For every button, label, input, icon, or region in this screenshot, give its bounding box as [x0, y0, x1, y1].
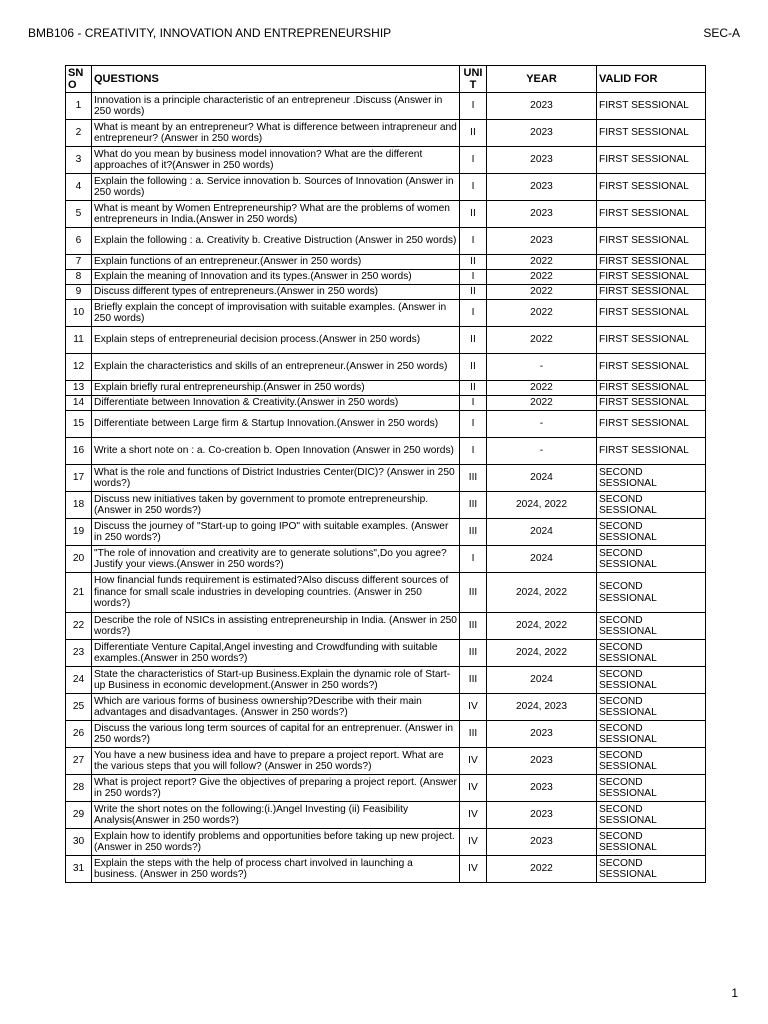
- question-cell: Explain the following : a. Creativity b. Creative Distruction (Answer in 250 words): [92, 228, 460, 255]
- year-cell: -: [487, 438, 597, 465]
- valid-for-cell: FIRST SESSIONAL: [597, 285, 706, 300]
- question-cell: Explain briefly rural entrepreneurship.(Answer in 250 words): [92, 381, 460, 396]
- valid-for-cell: FIRST SESSIONAL: [597, 270, 706, 285]
- sno-cell: 2: [66, 120, 92, 147]
- question-cell: How financial funds requirement is estimated?Also discuss different sources of finance for small scale industries in developing countries. (Answer in 250 words?): [92, 573, 460, 613]
- question-cell: Discuss different types of entrepreneurs.(Answer in 250 words): [92, 285, 460, 300]
- table-row: [66, 721, 706, 748]
- valid-for-cell: SECOND SESSIONAL: [597, 546, 706, 573]
- year-cell: 2023: [487, 802, 597, 829]
- unit-cell: I: [460, 546, 487, 573]
- question-cell: Discuss new initiatives taken by government to promote entrepreneurship. (Answer in 250 words?): [92, 492, 460, 519]
- question-cell: Which are various forms of business ownership?Describe with their main advantages and disadvantages. (Answer in 250 words?): [92, 694, 460, 721]
- valid-for-cell: SECOND SESSIONAL: [597, 465, 706, 492]
- year-cell: 2022: [487, 255, 597, 270]
- table-row: [66, 829, 706, 856]
- sno-cell: 3: [66, 147, 92, 174]
- year-cell: 2024, 2022: [487, 492, 597, 519]
- table-row: [66, 492, 706, 519]
- year-cell: 2022: [487, 856, 597, 883]
- table-row: [66, 694, 706, 721]
- year-cell: 2022: [487, 327, 597, 354]
- question-cell: What is meant by an entrepreneur? What is difference between intrapreneur and entrepreneur? (Answer in 250 words): [92, 120, 460, 147]
- year-cell: 2024: [487, 546, 597, 573]
- sno-cell: 16: [66, 438, 92, 465]
- sno-cell: 25: [66, 694, 92, 721]
- year-cell: 2024: [487, 465, 597, 492]
- question-cell: What is meant by Women Entrepreneurship? What are the problems of women entrepreneurs in India.(Answer in 250 words): [92, 201, 460, 228]
- question-cell: You have a new business idea and have to prepare a project report. What are the various steps that you will follow? (Answer in 250 words?): [92, 748, 460, 775]
- sno-cell: 30: [66, 829, 92, 856]
- table-row: [66, 381, 706, 396]
- year-cell: 2023: [487, 147, 597, 174]
- sno-cell: 14: [66, 396, 92, 411]
- column-header-sno: SN O: [66, 66, 92, 93]
- table-row: [66, 285, 706, 300]
- table-row: [66, 519, 706, 546]
- table-row: [66, 802, 706, 829]
- question-cell: Innovation is a principle characteristic of an entrepreneur .Discuss (Answer in 250 words): [92, 93, 460, 120]
- year-cell: 2022: [487, 270, 597, 285]
- year-cell: 2022: [487, 300, 597, 327]
- table-row: [66, 300, 706, 327]
- valid-for-cell: FIRST SESSIONAL: [597, 228, 706, 255]
- year-cell: 2023: [487, 829, 597, 856]
- question-cell: What is project report? Give the objectives of preparing a project report. (Answer in 250 words?): [92, 775, 460, 802]
- question-cell: What is the role and functions of District Industries Center(DIC)? (Answer in 250 words?): [92, 465, 460, 492]
- question-cell: Write a short note on : a. Co-creation b. Open Innovation (Answer in 250 words): [92, 438, 460, 465]
- year-cell: 2023: [487, 201, 597, 228]
- table-row: [66, 327, 706, 354]
- unit-cell: III: [460, 721, 487, 748]
- valid-for-cell: FIRST SESSIONAL: [597, 255, 706, 270]
- course-title: BMB106 - CREATIVITY, INNOVATION AND ENTREPRENEURSHIP: [28, 26, 392, 40]
- sno-cell: 13: [66, 381, 92, 396]
- year-cell: 2024: [487, 519, 597, 546]
- table-row: [66, 255, 706, 270]
- table-row: [66, 465, 706, 492]
- question-cell: Write the short notes on the following:(i.)Angel Investing (ii) Feasibility Analysis(Answer in 250 words?): [92, 802, 460, 829]
- unit-cell: II: [460, 255, 487, 270]
- sno-cell: 6: [66, 228, 92, 255]
- table-row: [66, 411, 706, 438]
- unit-cell: IV: [460, 775, 487, 802]
- question-cell: Differentiate between Innovation & Creativity.(Answer in 250 words): [92, 396, 460, 411]
- table-row: [66, 396, 706, 411]
- year-cell: 2023: [487, 93, 597, 120]
- question-cell: Differentiate Venture Capital,Angel investing and Crowdfunding with suitable examples.(Answer in 250 words?): [92, 640, 460, 667]
- table-row: [66, 546, 706, 573]
- sno-cell: 23: [66, 640, 92, 667]
- valid-for-cell: FIRST SESSIONAL: [597, 174, 706, 201]
- year-cell: 2022: [487, 396, 597, 411]
- table-row: [66, 573, 706, 613]
- table-row: [66, 270, 706, 285]
- question-cell: "The role of innovation and creativity are to generate solutions",Do you agree?Justify your views.(Answer in 250 words?): [92, 546, 460, 573]
- sno-cell: 26: [66, 721, 92, 748]
- sno-cell: 28: [66, 775, 92, 802]
- sno-cell: 31: [66, 856, 92, 883]
- unit-cell: III: [460, 613, 487, 640]
- sno-cell: 17: [66, 465, 92, 492]
- valid-for-cell: FIRST SESSIONAL: [597, 411, 706, 438]
- unit-cell: IV: [460, 856, 487, 883]
- unit-cell: I: [460, 396, 487, 411]
- sno-cell: 12: [66, 354, 92, 381]
- question-cell: Explain how to identify problems and opportunities before taking up new project.(Answer in 250 words?): [92, 829, 460, 856]
- table-row: [66, 228, 706, 255]
- sno-cell: 4: [66, 174, 92, 201]
- year-cell: -: [487, 354, 597, 381]
- year-cell: 2024, 2022: [487, 573, 597, 613]
- valid-for-cell: SECOND SESSIONAL: [597, 721, 706, 748]
- year-cell: -: [487, 411, 597, 438]
- questions-table: [65, 65, 706, 883]
- year-cell: 2023: [487, 748, 597, 775]
- table-row: [66, 856, 706, 883]
- unit-cell: III: [460, 573, 487, 613]
- year-cell: 2023: [487, 775, 597, 802]
- valid-for-cell: SECOND SESSIONAL: [597, 694, 706, 721]
- valid-for-cell: SECOND SESSIONAL: [597, 775, 706, 802]
- valid-for-cell: FIRST SESSIONAL: [597, 396, 706, 411]
- valid-for-cell: SECOND SESSIONAL: [597, 640, 706, 667]
- valid-for-cell: SECOND SESSIONAL: [597, 519, 706, 546]
- unit-cell: II: [460, 285, 487, 300]
- valid-for-cell: FIRST SESSIONAL: [597, 327, 706, 354]
- table-body: [66, 93, 706, 883]
- valid-for-cell: FIRST SESSIONAL: [597, 147, 706, 174]
- question-cell: Explain functions of an entrepreneur.(Answer in 250 words): [92, 255, 460, 270]
- table-header-row: [66, 66, 706, 93]
- question-cell: Discuss the journey of "Start-up to going IPO" with suitable examples. (Answer in 250 words?): [92, 519, 460, 546]
- column-header-unit: UNI T: [460, 66, 487, 93]
- question-cell: Differentiate between Large firm & Startup Innovation.(Answer in 250 words): [92, 411, 460, 438]
- sno-cell: 20: [66, 546, 92, 573]
- unit-cell: II: [460, 327, 487, 354]
- table-row: [66, 613, 706, 640]
- year-cell: 2023: [487, 174, 597, 201]
- year-cell: 2024, 2022: [487, 640, 597, 667]
- sno-cell: 5: [66, 201, 92, 228]
- sno-cell: 24: [66, 667, 92, 694]
- sno-cell: 29: [66, 802, 92, 829]
- unit-cell: I: [460, 93, 487, 120]
- table-row: [66, 667, 706, 694]
- sno-cell: 21: [66, 573, 92, 613]
- question-cell: What do you mean by business model innovation? What are the different approaches of it?(Answer in 250 words): [92, 147, 460, 174]
- unit-cell: IV: [460, 694, 487, 721]
- column-header-questions: QUESTIONS: [92, 66, 460, 93]
- valid-for-cell: SECOND SESSIONAL: [597, 829, 706, 856]
- question-cell: Explain the characteristics and skills of an entrepreneur.(Answer in 250 words): [92, 354, 460, 381]
- sno-cell: 9: [66, 285, 92, 300]
- table-row: [66, 93, 706, 120]
- table-row: [66, 174, 706, 201]
- unit-cell: III: [460, 519, 487, 546]
- sno-cell: 7: [66, 255, 92, 270]
- valid-for-cell: SECOND SESSIONAL: [597, 667, 706, 694]
- question-cell: Briefly explain the concept of improvisation with suitable examples. (Answer in 250 words): [92, 300, 460, 327]
- table-row: [66, 775, 706, 802]
- question-cell: Explain the meaning of Innovation and its types.(Answer in 250 words): [92, 270, 460, 285]
- section-label: SEC-A: [703, 26, 740, 40]
- unit-cell: I: [460, 228, 487, 255]
- year-cell: 2023: [487, 120, 597, 147]
- table-row: [66, 438, 706, 465]
- sno-cell: 10: [66, 300, 92, 327]
- valid-for-cell: FIRST SESSIONAL: [597, 300, 706, 327]
- unit-cell: II: [460, 354, 487, 381]
- valid-for-cell: FIRST SESSIONAL: [597, 381, 706, 396]
- valid-for-cell: SECOND SESSIONAL: [597, 748, 706, 775]
- valid-for-cell: FIRST SESSIONAL: [597, 438, 706, 465]
- page-number: 1: [731, 986, 738, 1000]
- sno-cell: 15: [66, 411, 92, 438]
- unit-cell: IV: [460, 748, 487, 775]
- valid-for-cell: SECOND SESSIONAL: [597, 613, 706, 640]
- unit-cell: III: [460, 667, 487, 694]
- unit-cell: III: [460, 492, 487, 519]
- sno-cell: 18: [66, 492, 92, 519]
- table-row: [66, 640, 706, 667]
- column-header-valid-for: VALID FOR: [597, 66, 706, 93]
- unit-cell: I: [460, 270, 487, 285]
- year-cell: 2023: [487, 721, 597, 748]
- table-row: [66, 147, 706, 174]
- sno-cell: 1: [66, 93, 92, 120]
- sno-cell: 27: [66, 748, 92, 775]
- question-cell: Describe the role of NSICs in assisting entrepreneurship in India. (Answer in 250 words?): [92, 613, 460, 640]
- unit-cell: II: [460, 381, 487, 396]
- year-cell: 2024, 2022: [487, 613, 597, 640]
- table-row: [66, 201, 706, 228]
- table-row: [66, 748, 706, 775]
- unit-cell: I: [460, 300, 487, 327]
- sno-cell: 22: [66, 613, 92, 640]
- valid-for-cell: FIRST SESSIONAL: [597, 120, 706, 147]
- year-cell: 2022: [487, 285, 597, 300]
- valid-for-cell: FIRST SESSIONAL: [597, 354, 706, 381]
- question-cell: State the characteristics of Start-up Business.Explain the dynamic role of Start-up Business in economic development.(Answer in 250 words?): [92, 667, 460, 694]
- valid-for-cell: SECOND SESSIONAL: [597, 573, 706, 613]
- table-row: [66, 120, 706, 147]
- question-cell: Explain steps of entrepreneurial decision process.(Answer in 250 words): [92, 327, 460, 354]
- table-row: [66, 354, 706, 381]
- unit-cell: III: [460, 640, 487, 667]
- sno-cell: 11: [66, 327, 92, 354]
- question-cell: Explain the steps with the help of process chart involved in launching a business. (Answer in 250 words?): [92, 856, 460, 883]
- unit-cell: IV: [460, 802, 487, 829]
- unit-cell: II: [460, 120, 487, 147]
- question-cell: Discuss the various long term sources of capital for an entreprenuer. (Answer in 250 words?): [92, 721, 460, 748]
- valid-for-cell: SECOND SESSIONAL: [597, 802, 706, 829]
- sno-cell: 19: [66, 519, 92, 546]
- year-cell: 2024, 2023: [487, 694, 597, 721]
- valid-for-cell: FIRST SESSIONAL: [597, 201, 706, 228]
- unit-cell: II: [460, 201, 487, 228]
- unit-cell: I: [460, 438, 487, 465]
- question-cell: Explain the following : a. Service innovation b. Sources of Innovation (Answer in 250 words): [92, 174, 460, 201]
- year-cell: 2022: [487, 381, 597, 396]
- valid-for-cell: SECOND SESSIONAL: [597, 856, 706, 883]
- column-header-year: YEAR: [487, 66, 597, 93]
- unit-cell: I: [460, 174, 487, 201]
- unit-cell: IV: [460, 829, 487, 856]
- unit-cell: I: [460, 411, 487, 438]
- unit-cell: I: [460, 147, 487, 174]
- year-cell: 2024: [487, 667, 597, 694]
- unit-cell: III: [460, 465, 487, 492]
- valid-for-cell: SECOND SESSIONAL: [597, 492, 706, 519]
- year-cell: 2023: [487, 228, 597, 255]
- sno-cell: 8: [66, 270, 92, 285]
- valid-for-cell: FIRST SESSIONAL: [597, 93, 706, 120]
